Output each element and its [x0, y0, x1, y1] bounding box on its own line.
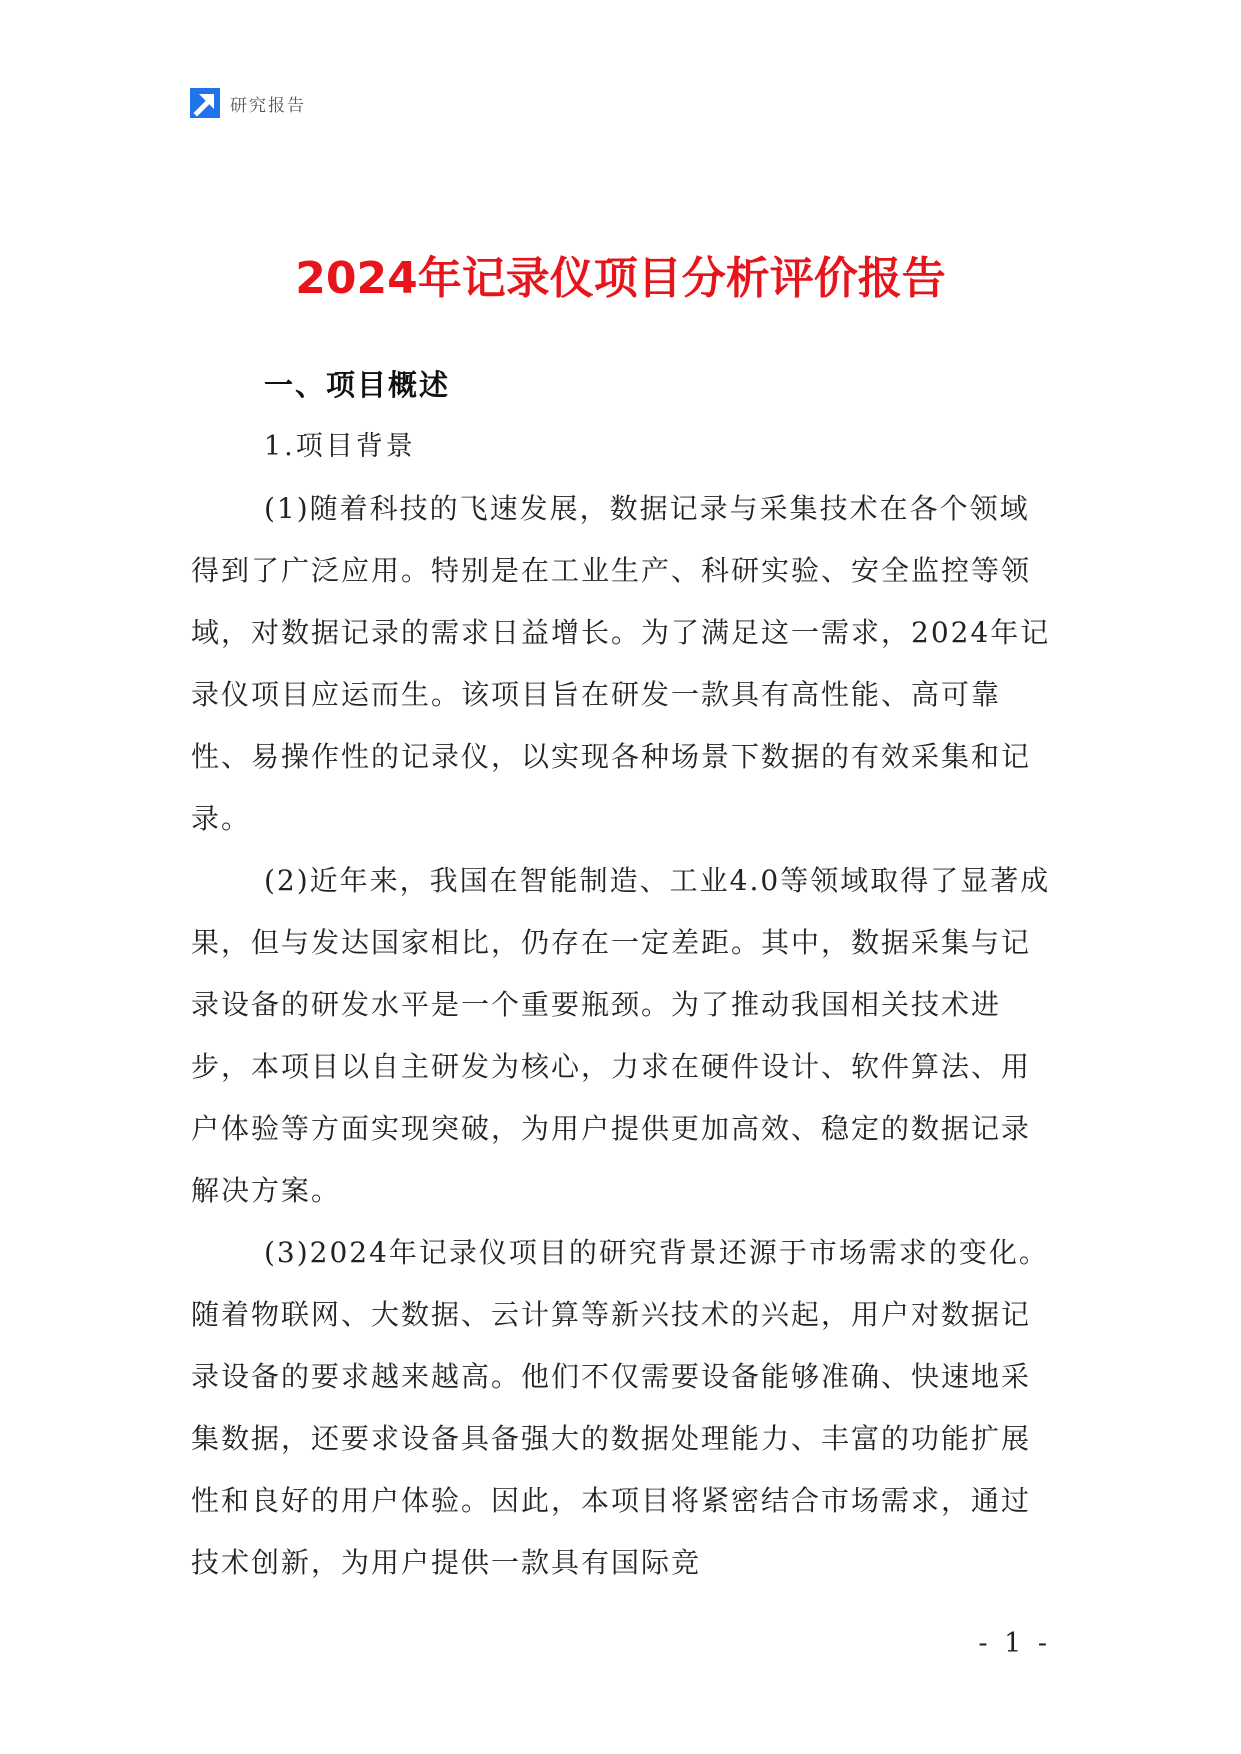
subheading: 1.项目背景	[264, 431, 416, 462]
page-number: - 1 -	[978, 1628, 1051, 1659]
document-title: 2024年记录仪项目分析评价报告	[295, 253, 946, 305]
document-body	[191, 354, 1051, 1594]
paragraph-3: (3)2024年记录仪项目的研究背景还源于市场需求的变化。随着物联网、大数据、云计算等新兴技术的兴起，用户对数据记录设备的要求越来越高。他们不仅需要设备能够准确、快速地采集数据，还要求设备具备强大的数据处理能力、丰富的功能扩展性和良好的用户体验。因此，本项目将紧密结合市场需求，通过技术创新，为用户提供一款具有国际竞	[191, 1236, 1049, 1579]
paragraph-2: (2)近年来，我国在智能制造、工业4.0等领域取得了显著成果，但与发达国家相比，仍存在一定差距。其中，数据采集与记录设备的研发水平是一个重要瓶颈。为了推动我国相关技术进步，本项目以自主研发为核心，力求在硬件设计、软件算法、用户体验等方面实现突破，为用户提供更加高效、稳定的数据记录解决方案。	[191, 864, 1051, 1207]
section-heading: 一、项目概述	[264, 368, 451, 402]
paragraph-1: (1)随着科技的飞速发展，数据记录与采集技术在各个领域得到了广泛应用。特别是在工业生产、科研实验、安全监控等领域，对数据记录的需求日益增长。为了满足这一需求，2024年记录仪项目应运而生。该项目旨在研发一款具有高性能、高可靠性、易操作性的记录仪，以实现各种场景下数据的有效采集和记录。	[191, 492, 1051, 835]
report-header	[190, 88, 306, 118]
header-label: 研究报告	[230, 95, 306, 116]
arrow-up-right-icon	[190, 88, 220, 118]
